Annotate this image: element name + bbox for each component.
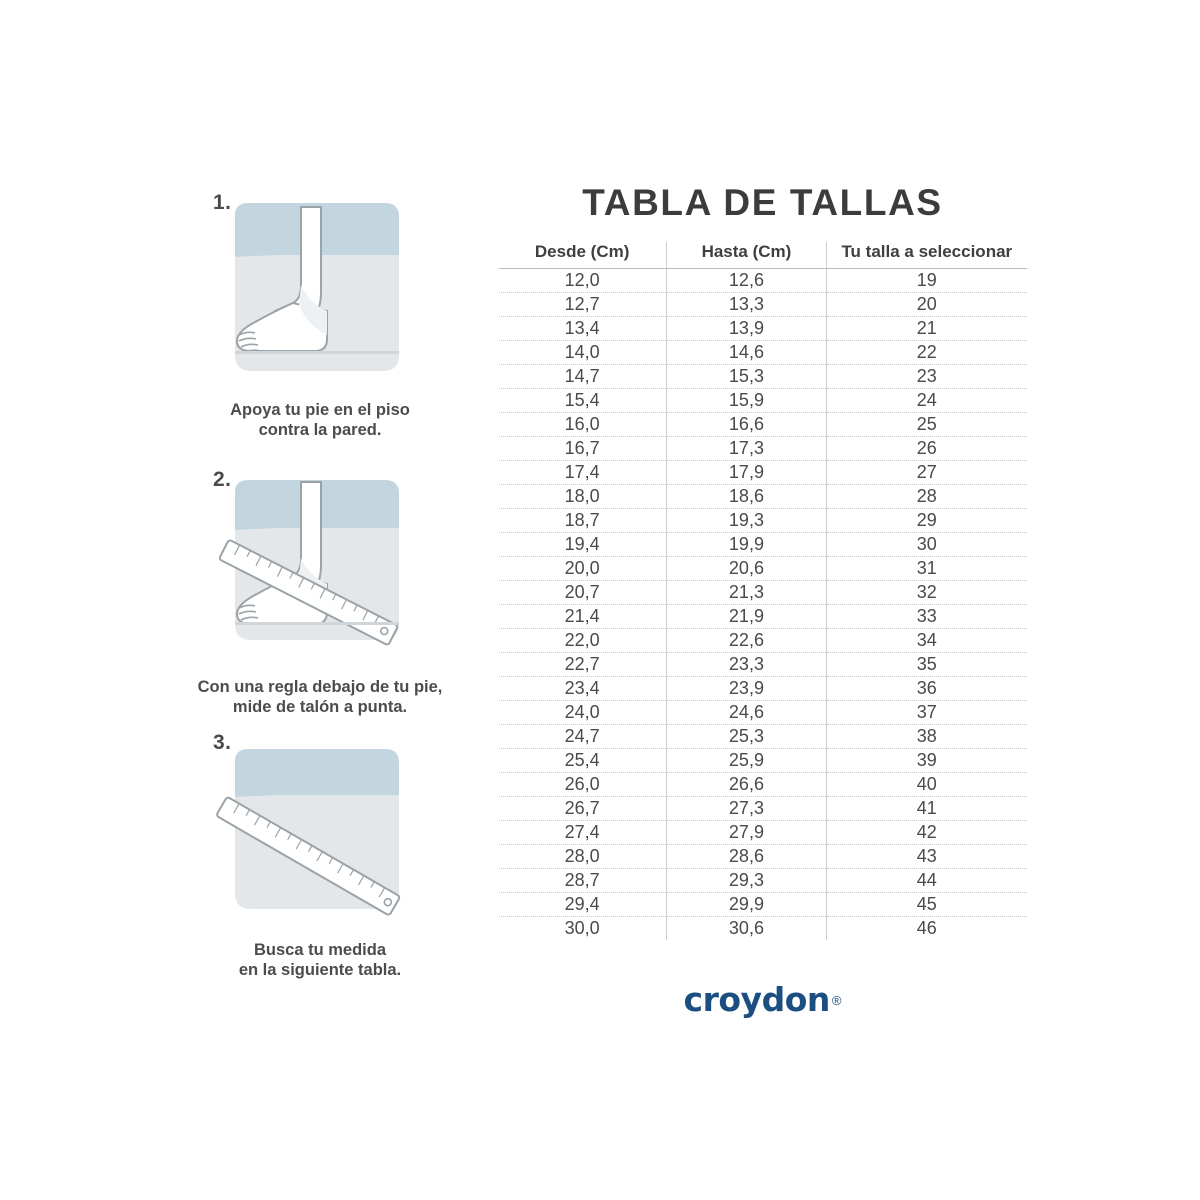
- cell-talla: 29: [827, 509, 1027, 533]
- cell-hasta: 14,6: [666, 341, 826, 365]
- cell-talla: 21: [827, 317, 1027, 341]
- cell-talla: 46: [827, 917, 1027, 941]
- table-row: [499, 749, 1027, 773]
- cell-talla: 45: [827, 893, 1027, 917]
- cell-desde: 20,0: [499, 557, 667, 581]
- cell-desde: 22,7: [499, 653, 667, 677]
- cell-hasta: 13,3: [666, 293, 826, 317]
- step-1-caption-line1: Apoya tu pie en el piso: [230, 401, 410, 419]
- table-row: [499, 797, 1027, 821]
- step-3-illustration: [175, 737, 465, 952]
- table-body: [499, 269, 1027, 941]
- registered-trademark-symbol: ®: [831, 992, 842, 1008]
- cell-talla: 32: [827, 581, 1027, 605]
- size-table-area: [490, 182, 1035, 940]
- cell-hasta: 20,6: [666, 557, 826, 581]
- foot-against-wall-icon: [175, 185, 465, 400]
- cell-desde: 13,4: [499, 317, 667, 341]
- cell-hasta: 24,6: [666, 701, 826, 725]
- cell-desde: 26,0: [499, 773, 667, 797]
- cell-desde: 23,4: [499, 677, 667, 701]
- table-header-row: [499, 242, 1027, 269]
- cell-talla: 33: [827, 605, 1027, 629]
- cell-hasta: 25,3: [666, 725, 826, 749]
- table-row: [499, 533, 1027, 557]
- cell-hasta: 21,3: [666, 581, 826, 605]
- table-row: [499, 389, 1027, 413]
- cell-desde: 30,0: [564, 918, 600, 938]
- column-header-desde: Desde (Cm): [499, 242, 667, 269]
- table-row: [499, 509, 1027, 533]
- table-row: [499, 845, 1027, 869]
- size-table: [499, 242, 1027, 940]
- cell-talla: 28: [827, 485, 1027, 509]
- cell-talla: 35: [827, 653, 1027, 677]
- step-2: [175, 462, 465, 717]
- cell-desde: 14,0: [499, 341, 667, 365]
- cell-talla: 44: [827, 869, 1027, 893]
- foot-with-ruler-icon: [175, 462, 465, 677]
- brand-logo: [490, 980, 1035, 1019]
- cell-hasta: 28,6: [666, 845, 826, 869]
- table-row: [499, 461, 1027, 485]
- cell-desde: 18,7: [499, 509, 667, 533]
- cell-desde: 17,4: [499, 461, 667, 485]
- cell-talla: 27: [827, 461, 1027, 485]
- cell-talla: 38: [827, 725, 1027, 749]
- cell-hasta: 21,9: [666, 605, 826, 629]
- cell-hasta: 29,3: [666, 869, 826, 893]
- cell-desde: 25,4: [499, 749, 667, 773]
- cell-hasta: 13,9: [666, 317, 826, 341]
- step-1-caption: [175, 400, 465, 440]
- cell-talla: 25: [827, 413, 1027, 437]
- cell-desde: 28,0: [499, 845, 667, 869]
- cell-desde: 26,7: [499, 797, 667, 821]
- step-2-caption: [175, 677, 465, 717]
- step-2-caption-line1: Con una regla debajo de tu pie,: [197, 678, 443, 696]
- cell-hasta: 26,6: [666, 773, 826, 797]
- table-row: [499, 605, 1027, 629]
- cell-talla: 24: [827, 389, 1027, 413]
- step-3-caption-line1: Busca tu medida: [253, 941, 387, 959]
- step-1-caption-line2: contra la pared.: [258, 421, 382, 439]
- table-row: [499, 581, 1027, 605]
- cell-hasta: 27,9: [666, 821, 826, 845]
- cell-talla: 23: [827, 365, 1027, 389]
- cell-talla: 20: [827, 293, 1027, 317]
- table-row: [499, 485, 1027, 509]
- table-row: [499, 773, 1027, 797]
- step-2-caption-line2: mide de talón a punta.: [232, 698, 408, 716]
- step-2-number: 2.: [213, 468, 232, 491]
- table-row: [499, 701, 1027, 725]
- cell-hasta: 23,3: [666, 653, 826, 677]
- column-header-hasta: Hasta (Cm): [666, 242, 826, 269]
- cell-hasta: 25,9: [666, 749, 826, 773]
- cell-talla: 22: [827, 341, 1027, 365]
- table-row: [499, 821, 1027, 845]
- step-1-illustration: [175, 185, 465, 400]
- table-row: [499, 293, 1027, 317]
- cell-hasta: 27,3: [666, 797, 826, 821]
- table-row: [499, 365, 1027, 389]
- cell-hasta: 17,9: [666, 461, 826, 485]
- table-row: [499, 893, 1027, 917]
- page-title: TABLA DE TALLAS: [582, 182, 943, 223]
- cell-desde: 15,4: [499, 389, 667, 413]
- cell-hasta: 15,3: [666, 365, 826, 389]
- cell-hasta: 22,6: [666, 629, 826, 653]
- step-1: [175, 185, 465, 440]
- cell-talla: 39: [827, 749, 1027, 773]
- cell-talla: 40: [827, 773, 1027, 797]
- table-row: [499, 629, 1027, 653]
- cell-hasta: 29,9: [666, 893, 826, 917]
- step-3-caption-line2: en la siguiente tabla.: [238, 961, 402, 979]
- cell-desde: 28,7: [499, 869, 667, 893]
- cell-hasta: 18,6: [666, 485, 826, 509]
- cell-desde: 24,0: [499, 701, 667, 725]
- cell-hasta: 30,6: [666, 917, 826, 941]
- cell-hasta: 16,6: [666, 413, 826, 437]
- cell-hasta: 17,3: [666, 437, 826, 461]
- cell-desde: 19,4: [499, 533, 667, 557]
- cell-talla: 19: [827, 269, 1027, 293]
- table-row: [499, 341, 1027, 365]
- instructions-column: [175, 185, 465, 986]
- table-row: [499, 557, 1027, 581]
- cell-talla: 36: [827, 677, 1027, 701]
- cell-desde: 24,7: [499, 725, 667, 749]
- cell-talla: 37: [827, 701, 1027, 725]
- step-2-illustration: [175, 462, 465, 677]
- cell-desde: 21,4: [499, 605, 667, 629]
- table-row: [499, 317, 1027, 341]
- cell-talla: 31: [827, 557, 1027, 581]
- cell-desde: 29,4: [499, 893, 667, 917]
- table-row: [499, 725, 1027, 749]
- brand-name: croydon: [683, 980, 830, 1019]
- cell-hasta: 19,3: [666, 509, 826, 533]
- cell-desde: 18,0: [499, 485, 667, 509]
- cell-talla: 41: [827, 797, 1027, 821]
- cell-hasta: 12,6: [666, 269, 826, 293]
- table-row: [499, 869, 1027, 893]
- cell-hasta: 19,9: [666, 533, 826, 557]
- table-row: [499, 413, 1027, 437]
- cell-desde: 20,7: [499, 581, 667, 605]
- table-row: [499, 653, 1027, 677]
- table-row: [499, 677, 1027, 701]
- cell-desde: 12,0: [499, 269, 667, 293]
- cell-desde: 12,7: [499, 293, 667, 317]
- table-row: [499, 269, 1027, 293]
- cell-talla: 42: [827, 821, 1027, 845]
- cell-hasta: 15,9: [666, 389, 826, 413]
- column-header-talla: Tu talla a seleccionar: [827, 242, 1027, 269]
- cell-desde: 22,0: [499, 629, 667, 653]
- cell-talla: 34: [827, 629, 1027, 653]
- cell-desde: 16,7: [499, 437, 667, 461]
- cell-talla: 30: [827, 533, 1027, 557]
- step-3-number: 3.: [213, 731, 232, 754]
- cell-talla: 43: [827, 845, 1027, 869]
- cell-desde: 14,7: [499, 365, 667, 389]
- cell-desde: 16,0: [499, 413, 667, 437]
- cell-talla: 26: [827, 437, 1027, 461]
- step-3: [175, 731, 465, 980]
- cell-hasta: 23,9: [666, 677, 826, 701]
- ruler-on-floor-icon: [175, 737, 465, 952]
- table-row: [499, 917, 1027, 941]
- cell-desde: 27,4: [499, 821, 667, 845]
- step-1-number: 1.: [213, 191, 232, 214]
- table-row: [499, 437, 1027, 461]
